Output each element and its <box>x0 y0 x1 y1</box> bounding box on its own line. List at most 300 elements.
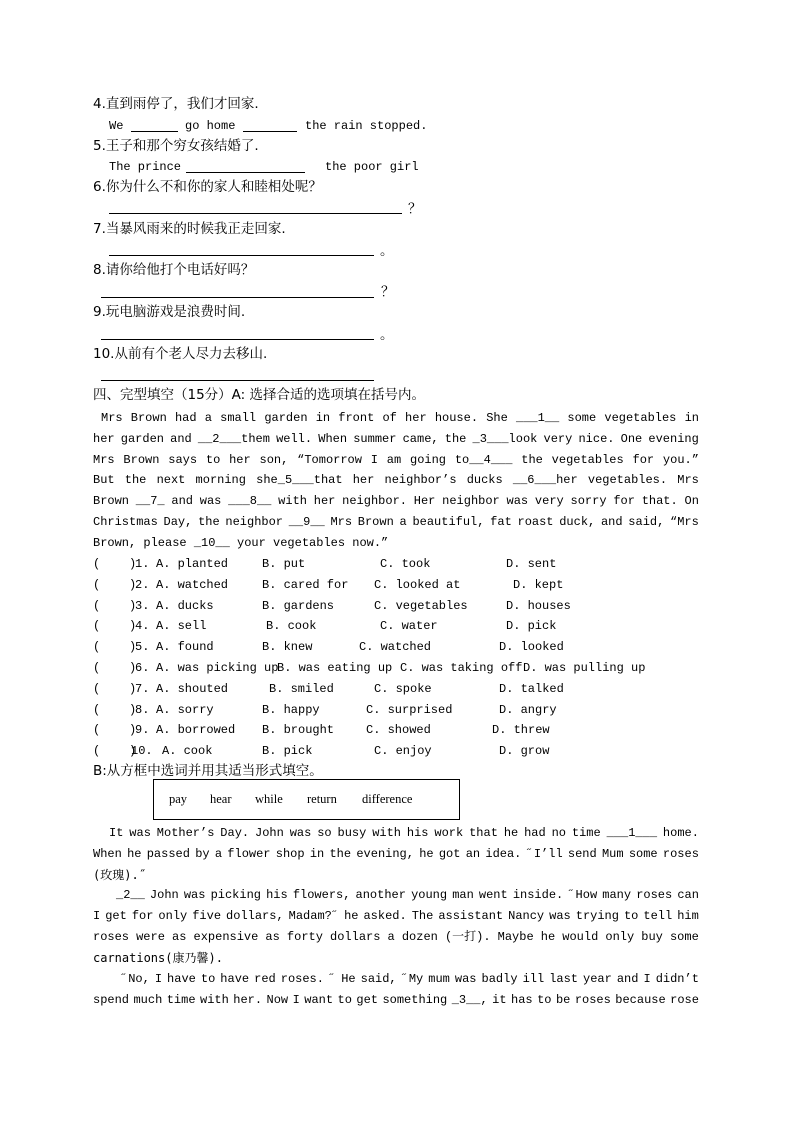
passage-word: and <box>600 515 623 529</box>
passage-word: in <box>309 847 325 861</box>
passage-word: next <box>156 473 186 487</box>
passage-word: have <box>167 972 196 986</box>
q4-blank-2[interactable] <box>243 131 297 132</box>
passage-word: that. <box>641 494 678 508</box>
passage-word: can <box>677 888 699 902</box>
passage-word: sorry <box>570 494 607 508</box>
answer-bracket[interactable]: ( ) <box>93 703 137 717</box>
passage-word: ˝How <box>568 888 598 902</box>
q5-prompt: 5.王子和那个穷女孩结婚了. <box>93 138 259 154</box>
passage-word: vegetables <box>604 411 677 425</box>
cloze-a-line <box>93 454 699 466</box>
option-a: A. borrowed <box>156 723 236 737</box>
passage-word: a <box>214 847 223 861</box>
word-bank-box <box>153 779 460 820</box>
passage-word: badly <box>481 972 518 986</box>
passage-word: son, <box>259 453 289 467</box>
option-c: C. looked at <box>374 578 461 592</box>
passage-word: be <box>555 993 571 1007</box>
passage-word: he <box>344 909 359 923</box>
passage-word: Mrs <box>677 473 699 487</box>
option-a: A. sorry <box>156 703 214 717</box>
passage-word: dollars <box>330 930 381 944</box>
option-b: B. pick <box>262 744 313 758</box>
passage-word: her <box>313 494 336 508</box>
passage-word: summer <box>353 432 397 446</box>
passage-word: _3__, <box>451 993 488 1007</box>
passage-word: it <box>492 993 507 1007</box>
option-number: 6. <box>135 661 150 675</box>
option-b: B. put <box>262 557 306 571</box>
option-c: C. watched <box>359 640 432 654</box>
passage-word: shop <box>275 847 305 861</box>
passage-word: by <box>195 847 210 861</box>
passage-word: neighbor <box>442 494 500 508</box>
passage-word: Mrs <box>330 515 353 529</box>
passage-word: roses <box>574 993 611 1007</box>
word-bank-item: while <box>255 792 283 806</box>
passage-word: ill <box>522 972 545 986</box>
q10-prompt: 10.从前有个老人尽力去移山. <box>93 346 268 362</box>
passage-word: asked. <box>363 909 407 923</box>
passage-word: has <box>511 993 533 1007</box>
answer-bracket[interactable]: ( ) <box>93 619 137 633</box>
passage-word: very <box>543 432 573 446</box>
passage-word: says <box>168 453 198 467</box>
passage-word: was <box>183 888 206 902</box>
passage-word: vegetables. <box>587 473 668 487</box>
passage-word: to <box>205 453 221 467</box>
passage-word: said, <box>628 515 665 529</box>
passage-word: you.” <box>662 453 699 467</box>
option-d: D. was pulling up <box>523 661 646 675</box>
passage-word: busy <box>337 826 367 840</box>
option-number: 5. <box>135 640 150 654</box>
passage-word: mum <box>428 972 450 986</box>
option-d: D. houses <box>506 599 571 613</box>
q7-end-mark: 。 <box>380 243 394 259</box>
passage-word: beautiful, <box>412 515 485 529</box>
passage-word: to <box>623 909 639 923</box>
q4-part3: the rain stopped. <box>305 119 428 133</box>
cloze-b-line <box>93 848 699 860</box>
option-b: B. knew <box>262 640 313 654</box>
passage-word: ___8__ <box>228 494 272 508</box>
passage-word: get <box>356 993 378 1007</box>
passage-word: five <box>192 909 222 923</box>
option-a: A. sell <box>156 619 207 633</box>
option-b: B. smiled <box>269 682 334 696</box>
passage-word: went <box>478 888 508 902</box>
passage-word: the <box>124 473 147 487</box>
passage-word: send <box>567 847 597 861</box>
q7-prompt: 7.当暴风雨来的时候我正走回家. <box>93 221 286 237</box>
passage-word: nice. <box>578 432 615 446</box>
cloze-b-line <box>116 889 699 901</box>
passage-word: came, <box>402 432 439 446</box>
option-d: D. threw <box>492 723 550 737</box>
passage-word: last <box>549 972 578 986</box>
q6-end-mark: ？ <box>408 201 422 217</box>
passage-word: roses. <box>280 972 324 986</box>
passage-word: some <box>669 930 699 944</box>
passage-word: small <box>220 411 257 425</box>
passage-word: would <box>562 930 599 944</box>
passage-word: for <box>613 494 635 508</box>
passage-word: On <box>684 494 699 508</box>
passage-word: her. <box>233 993 263 1007</box>
passage-word: time <box>571 826 601 840</box>
option-number: 10. <box>131 744 153 758</box>
passage-word: fat <box>490 515 512 529</box>
passage-word: a <box>204 411 212 425</box>
passage-word: buy <box>641 930 663 944</box>
cloze-a-line <box>101 412 699 424</box>
passage-word: something <box>382 993 448 1007</box>
q4-part1: We <box>109 119 124 133</box>
passage-word: roast <box>517 515 554 529</box>
option-number: 8. <box>135 703 150 717</box>
passage-word: year <box>583 972 612 986</box>
answer-bracket[interactable]: ( ) <box>93 557 137 571</box>
passage-word: didn’t <box>655 972 699 986</box>
passage-word: When <box>93 847 122 861</box>
cloze-b-line <box>93 910 699 922</box>
passage-word: he <box>503 826 519 840</box>
passage-word: were <box>136 930 165 944</box>
option-b: B. brought <box>262 723 335 737</box>
q6-prompt: 6.你为什么不和你的家人和睦相处呢？ <box>93 179 322 195</box>
q8-end-mark: ？ <box>381 284 395 300</box>
option-c: C. vegetables <box>374 599 468 613</box>
q6-answer-line[interactable] <box>109 213 402 214</box>
q9-prompt: 9.玩电脑游戏是浪费时间. <box>93 304 246 320</box>
passage-word: But <box>93 473 115 487</box>
q8-prompt: 8.请你给他打个电话好吗？ <box>93 262 255 278</box>
passage-word: an <box>465 847 481 861</box>
passage-word: assistant <box>438 909 504 923</box>
passage-word: ˝I’ll <box>526 847 563 861</box>
passage-word: as <box>172 930 187 944</box>
q8-answer-line[interactable] <box>101 297 374 298</box>
passage-word: ˝No, <box>121 972 150 986</box>
option-d: D. kept <box>513 578 564 592</box>
cloze-b-line: carnations(康乃馨). <box>93 951 223 965</box>
option-d: D. pick <box>506 619 557 633</box>
passage-word: He <box>341 972 356 986</box>
passage-word: home. <box>662 826 699 840</box>
passage-word: him <box>677 909 699 923</box>
cloze-a-line <box>93 433 699 445</box>
passage-word: duck, <box>559 515 596 529</box>
passage-word: Mrs <box>101 411 123 425</box>
option-d: D. grow <box>499 744 550 758</box>
passage-word: with <box>278 494 307 508</box>
passage-word: was <box>199 494 222 508</box>
answer-bracket[interactable]: ( ) <box>93 682 137 696</box>
answer-bracket[interactable]: ( ) <box>93 599 137 613</box>
passage-word: the <box>329 847 352 861</box>
passage-word: rose <box>670 993 699 1007</box>
passage-word: __9__ <box>288 515 325 529</box>
passage-word: only <box>605 930 635 944</box>
passage-word: the <box>521 453 543 467</box>
passage-word: very <box>534 494 564 508</box>
passage-word: Mother’s <box>156 826 215 840</box>
option-c: C. water <box>380 619 438 633</box>
passage-word: red <box>254 972 276 986</box>
passage-word: front <box>338 411 375 425</box>
passage-word: as <box>265 930 280 944</box>
passage-word: roses <box>636 888 673 902</box>
passage-word: work <box>434 826 464 840</box>
passage-word: he <box>540 930 556 944</box>
passage-word: for <box>131 909 154 923</box>
passage-word: many <box>602 888 632 902</box>
passage-word: and <box>171 494 193 508</box>
cloze-a-line <box>93 474 699 486</box>
option-c: C. showed <box>366 723 431 737</box>
passage-word: Brown <box>357 515 394 529</box>
passage-word: the <box>198 515 220 529</box>
option-c: C. was taking off <box>400 661 523 675</box>
passage-word: that <box>469 826 498 840</box>
passage-word: much <box>133 993 163 1007</box>
answer-bracket[interactable]: ( ) <box>93 661 137 675</box>
passage-word: __7_ <box>135 494 165 508</box>
passage-word: because <box>615 993 666 1007</box>
passage-word: Mrs <box>93 453 115 467</box>
passage-word: his <box>266 888 288 902</box>
passage-word: She <box>486 411 508 425</box>
passage-word: in <box>315 411 331 425</box>
passage-word: _2__ <box>116 888 145 902</box>
passage-word: neighbor <box>225 515 283 529</box>
passage-word: Christmas <box>93 515 158 529</box>
passage-word: young <box>411 888 448 902</box>
passage-word: Brown <box>123 453 160 467</box>
passage-word: Brown <box>130 411 167 425</box>
q4-blank-1[interactable] <box>131 131 178 132</box>
passage-word: __6___her <box>512 473 578 487</box>
passage-word: neighbor’s <box>384 473 457 487</box>
passage-word: neighbor. <box>342 494 407 508</box>
option-number: 1. <box>135 557 150 571</box>
passage-word: to <box>200 972 216 986</box>
word-bank-item: hear <box>210 792 232 806</box>
passage-word: I <box>370 453 378 467</box>
option-d: D. angry <box>499 703 557 717</box>
word-bank-item: return <box>307 792 337 806</box>
passage-word: It <box>109 826 124 840</box>
passage-word: was <box>454 972 477 986</box>
q5-blank[interactable] <box>186 172 305 173</box>
passage-word: Her <box>413 494 436 508</box>
cloze-a-line: Brown, please _10__ your vegetables now.” <box>93 536 389 550</box>
passage-word: Day, <box>163 515 193 529</box>
passage-word: with <box>372 826 402 840</box>
passage-word: picking <box>210 888 261 902</box>
cloze-b-line <box>93 994 699 1006</box>
passage-word: was <box>506 494 529 508</box>
passage-word: man <box>452 888 474 902</box>
passage-word: her <box>352 473 375 487</box>
option-a: A. planted <box>156 557 229 571</box>
passage-word: her <box>93 432 115 446</box>
passage-word: her <box>229 453 251 467</box>
passage-word: tell <box>643 909 673 923</box>
cloze-a-line <box>93 495 699 507</box>
passage-word: her <box>405 411 427 425</box>
option-a: A. watched <box>156 578 229 592</box>
passage-word: in <box>684 411 699 425</box>
passage-word: flower <box>227 847 271 861</box>
passage-word: Mum <box>601 847 624 861</box>
passage-word: morning <box>195 473 246 487</box>
passage-word: One <box>620 432 643 446</box>
passage-word: she_5___that <box>256 473 343 487</box>
option-b: B. cared for <box>262 578 349 592</box>
passage-word: am <box>386 453 402 467</box>
cloze-b-line: (玫瑰).˝ <box>93 868 146 882</box>
q10-answer-line[interactable] <box>101 380 374 381</box>
passage-word: the <box>444 432 467 446</box>
passage-word: garden <box>120 432 164 446</box>
option-d: D. looked <box>499 640 564 654</box>
cloze-a-line <box>93 516 699 528</box>
q5-part2: the poor girl <box>325 160 419 174</box>
passage-word: Brown <box>93 494 130 508</box>
option-b: B. was eating up <box>277 661 393 675</box>
passage-word: roses <box>93 930 130 944</box>
option-c: C. took <box>380 557 431 571</box>
passage-word: ducks <box>466 473 503 487</box>
option-d: D. sent <box>506 557 557 571</box>
passage-word: going <box>410 453 447 467</box>
passage-word: Maybe <box>497 930 534 944</box>
passage-word: evening, <box>356 847 414 861</box>
passage-word: Now <box>266 993 289 1007</box>
passage-word: and <box>170 432 192 446</box>
option-c: C. spoke <box>374 682 432 696</box>
passage-word: get <box>105 909 127 923</box>
option-a: A. was picking up <box>156 661 279 675</box>
passage-word: no <box>551 826 567 840</box>
passage-word: and <box>616 972 639 986</box>
q7-answer-line[interactable] <box>109 255 374 256</box>
option-b: B. gardens <box>262 599 335 613</box>
cloze-b-line <box>93 931 699 943</box>
passage-word: (一打). <box>444 930 491 944</box>
option-b: B. cook <box>266 619 317 633</box>
passage-word: he <box>127 847 142 861</box>
word-bank-item: pay <box>169 792 188 806</box>
passage-word: forty <box>286 930 323 944</box>
cloze-b-heading: B:从方框中选词并用其适当形式填空。 <box>93 763 323 779</box>
passage-word: only <box>158 909 188 923</box>
option-number: 9. <box>135 723 150 737</box>
option-a: A. shouted <box>156 682 229 696</box>
passage-word: idea. <box>485 847 522 861</box>
passage-word: I <box>643 972 651 986</box>
passage-word: was <box>549 909 571 923</box>
passage-word: I <box>93 909 101 923</box>
passage-word: ___1___ <box>606 826 658 840</box>
passage-word: spend <box>93 993 130 1007</box>
option-number: 2. <box>135 578 150 592</box>
passage-word: house. <box>434 411 479 425</box>
option-d: D. talked <box>499 682 564 696</box>
passage-word: a <box>387 930 395 944</box>
passage-word: for <box>632 453 655 467</box>
passage-word: __2___them <box>197 432 270 446</box>
option-a: A. found <box>156 640 214 654</box>
passage-word: I <box>154 972 163 986</box>
q5-part1: The prince <box>109 160 182 174</box>
option-number: 4. <box>135 619 150 633</box>
passage-word: Day. <box>220 826 250 840</box>
passage-word: passed <box>146 847 190 861</box>
passage-word: a <box>399 515 407 529</box>
option-number: 7. <box>135 682 150 696</box>
passage-word: ˝ <box>328 972 337 986</box>
answer-bracket[interactable]: ( ) <box>93 578 137 592</box>
passage-word: he <box>419 847 434 861</box>
passage-word: to <box>537 993 552 1007</box>
option-c: C. enjoy <box>374 744 432 758</box>
passage-word: had <box>174 411 197 425</box>
passage-word: trying <box>575 909 619 923</box>
q4-prompt: 4.直到雨停了，我们才回家. <box>93 96 259 112</box>
passage-word: dollars, <box>226 909 284 923</box>
passage-word: to__4___ <box>454 453 513 467</box>
passage-word: with <box>200 993 229 1007</box>
passage-word: was <box>289 826 312 840</box>
answer-bracket[interactable]: ( ) <box>93 744 137 758</box>
passage-word: some <box>628 847 658 861</box>
word-bank-item: difference <box>362 792 413 806</box>
q9-end-mark: 。 <box>380 327 394 343</box>
passage-word: have <box>220 972 250 986</box>
passage-word: garden <box>264 411 308 425</box>
passage-word: roses <box>662 847 699 861</box>
answer-bracket[interactable]: ( ) <box>93 723 137 737</box>
passage-word: got <box>438 847 461 861</box>
passage-word: to <box>337 993 352 1007</box>
passage-word: vegetables <box>551 453 624 467</box>
q4-part2: go home <box>185 119 236 133</box>
passage-word: want <box>304 993 334 1007</box>
passage-word: so <box>317 826 332 840</box>
passage-word: “Tomorrow <box>297 453 362 467</box>
passage-word: some <box>567 411 597 425</box>
passage-word: said, <box>360 972 397 986</box>
cloze-b-line <box>109 827 699 839</box>
passage-word: ___1__ <box>516 411 560 425</box>
q9-answer-line[interactable] <box>101 339 374 340</box>
passage-word: had <box>524 826 546 840</box>
passage-word: well. <box>276 432 313 446</box>
option-b: B. happy <box>262 703 320 717</box>
passage-word: The <box>411 909 434 923</box>
option-a: A. ducks <box>156 599 214 613</box>
passage-word: “Mrs <box>670 515 699 529</box>
passage-word: I <box>292 993 300 1007</box>
passage-word: was <box>129 826 151 840</box>
answer-bracket[interactable]: ( ) <box>93 640 137 654</box>
passage-word: John <box>255 826 284 840</box>
passage-word: John <box>149 888 179 902</box>
